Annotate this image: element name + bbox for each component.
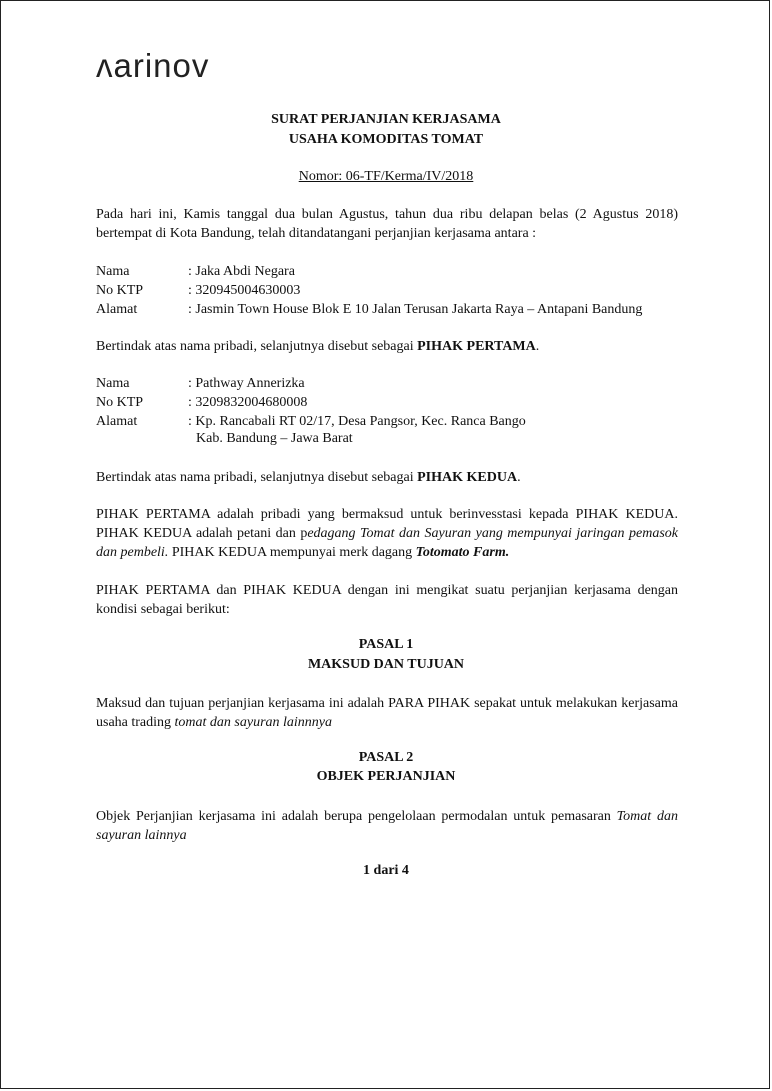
description-line2 [96, 524, 678, 543]
pasal2-heading: PASAL 2 [358, 750, 414, 765]
pasal1-subheading: MAKSUD DAN TUJUAN [307, 657, 465, 672]
party2-statement-prefix: Bertindak atas nama pribadi, selanjutnya disebut sebagai [96, 470, 418, 485]
party1-alamat-label: Alamat [96, 302, 138, 317]
party1-nama-value: : Jaka Abdi Negara [188, 264, 295, 279]
party2-ktp-label: No KTP [96, 395, 144, 410]
party1-statement [96, 337, 539, 356]
party2-statement-suffix: . [517, 470, 521, 485]
party1-role: PIHAK PERTAMA [417, 339, 536, 354]
description-line3 [96, 543, 678, 562]
party1-ktp-label: No KTP [96, 283, 144, 298]
brand-name: Totomato Farm. [415, 545, 510, 560]
description-line3-italic: dan pembeli. [96, 545, 169, 560]
party1-alamat-row [96, 300, 642, 319]
party1-statement-suffix: . [535, 339, 540, 354]
document-title-line2: USAHA KOMODITAS TOMAT [288, 132, 484, 147]
party2-alamat-label: Alamat [96, 414, 138, 429]
pasal2-subheading: OBJEK PERJANJIAN [316, 769, 456, 784]
intro-line1: Pada hari ini, Kamis tanggal dua bulan Agustus, tahun dua ribu delapan belas (2 Agustus 2018) [96, 207, 678, 222]
party2-nama-row [96, 374, 305, 393]
party1-statement-prefix: Bertindak atas nama pribadi, selanjutnya disebut sebagai [96, 339, 418, 354]
pasal1-line2-italic: tomat dan sayuran lainnnya [174, 715, 333, 730]
description-line3-plain: PIHAK KEDUA mempunyai merk dagang [168, 545, 416, 560]
party2-nama-label: Nama [96, 376, 130, 391]
pasal2-line1 [96, 807, 678, 826]
party2-statement [96, 468, 521, 487]
party1-ktp-value: : 320945004630003 [188, 283, 301, 298]
pasal1-heading: PASAL 1 [358, 637, 414, 652]
document-number [1, 169, 771, 185]
pasal1-line1: Maksud dan tujuan perjanjian kerjasama ini adalah PARA PIHAK sepakat untuk melakukan kerjasama [96, 696, 678, 711]
document-number-text: Nomor: 06-TF/Kerma/IV/2018 [298, 169, 474, 184]
page-number: 1 dari 4 [363, 863, 409, 878]
party2-role: PIHAK KEDUA [417, 470, 518, 485]
party1-nama-label: Nama [96, 264, 130, 279]
party2-ktp-value: : 3209832004680008 [188, 395, 308, 410]
agreement-line1: PIHAK PERTAMA dan PIHAK KEDUA dengan ini mengikat suatu perjanjian kerjasama dengan [96, 583, 678, 598]
document-title-line1: SURAT PERJANJIAN KERJASAMA [271, 112, 501, 127]
description-line2-plain: PIHAK KEDUA adalah petani dan p [96, 526, 308, 541]
pasal2-line1-plain: Objek Perjanjian kerjasama ini adalah berupa pengelolaan permodalan untuk pemasaran [96, 809, 617, 824]
party2-nama-value: : Pathway Annerizka [188, 376, 305, 391]
intro-line2: bertempat di Kota Bandung, telah ditandatangani perjanjian kerjasama antara : [96, 226, 537, 241]
pasal2-line1-italic: Tomat dan [616, 809, 678, 824]
party2-alamat-value: : Kp. Rancabali RT 02/17, Desa Pangsor, Kec. Ranca Bango [188, 414, 526, 429]
party2-alamat-line2: Kab. Bandung – Jawa Barat [196, 431, 353, 446]
party1-alamat-value: : Jasmin Town House Blok E 10 Jalan Terusan Jakarta Raya – Antapani Bandung [188, 302, 643, 317]
pasal1-line2 [96, 713, 678, 732]
party2-alamat-row [96, 412, 526, 431]
agreement-line2: kondisi sebagai berikut: [96, 602, 230, 617]
pasal2-line2: sayuran lainnya [96, 828, 187, 843]
pasal1-line2-plain: usaha trading [96, 715, 175, 730]
party1-nama-row [96, 262, 295, 281]
description-line2-italic: edagang Tomat dan Sayuran yang mempunyai jaringan pemasok [307, 526, 679, 541]
company-logo: ʌarinov [96, 47, 210, 84]
party2-ktp-row [96, 393, 307, 412]
party1-ktp-row [96, 281, 300, 300]
description-line1: PIHAK PERTAMA adalah pribadi yang bermaksud untuk berinvesstasi kepada PIHAK KEDUA. [96, 507, 678, 522]
